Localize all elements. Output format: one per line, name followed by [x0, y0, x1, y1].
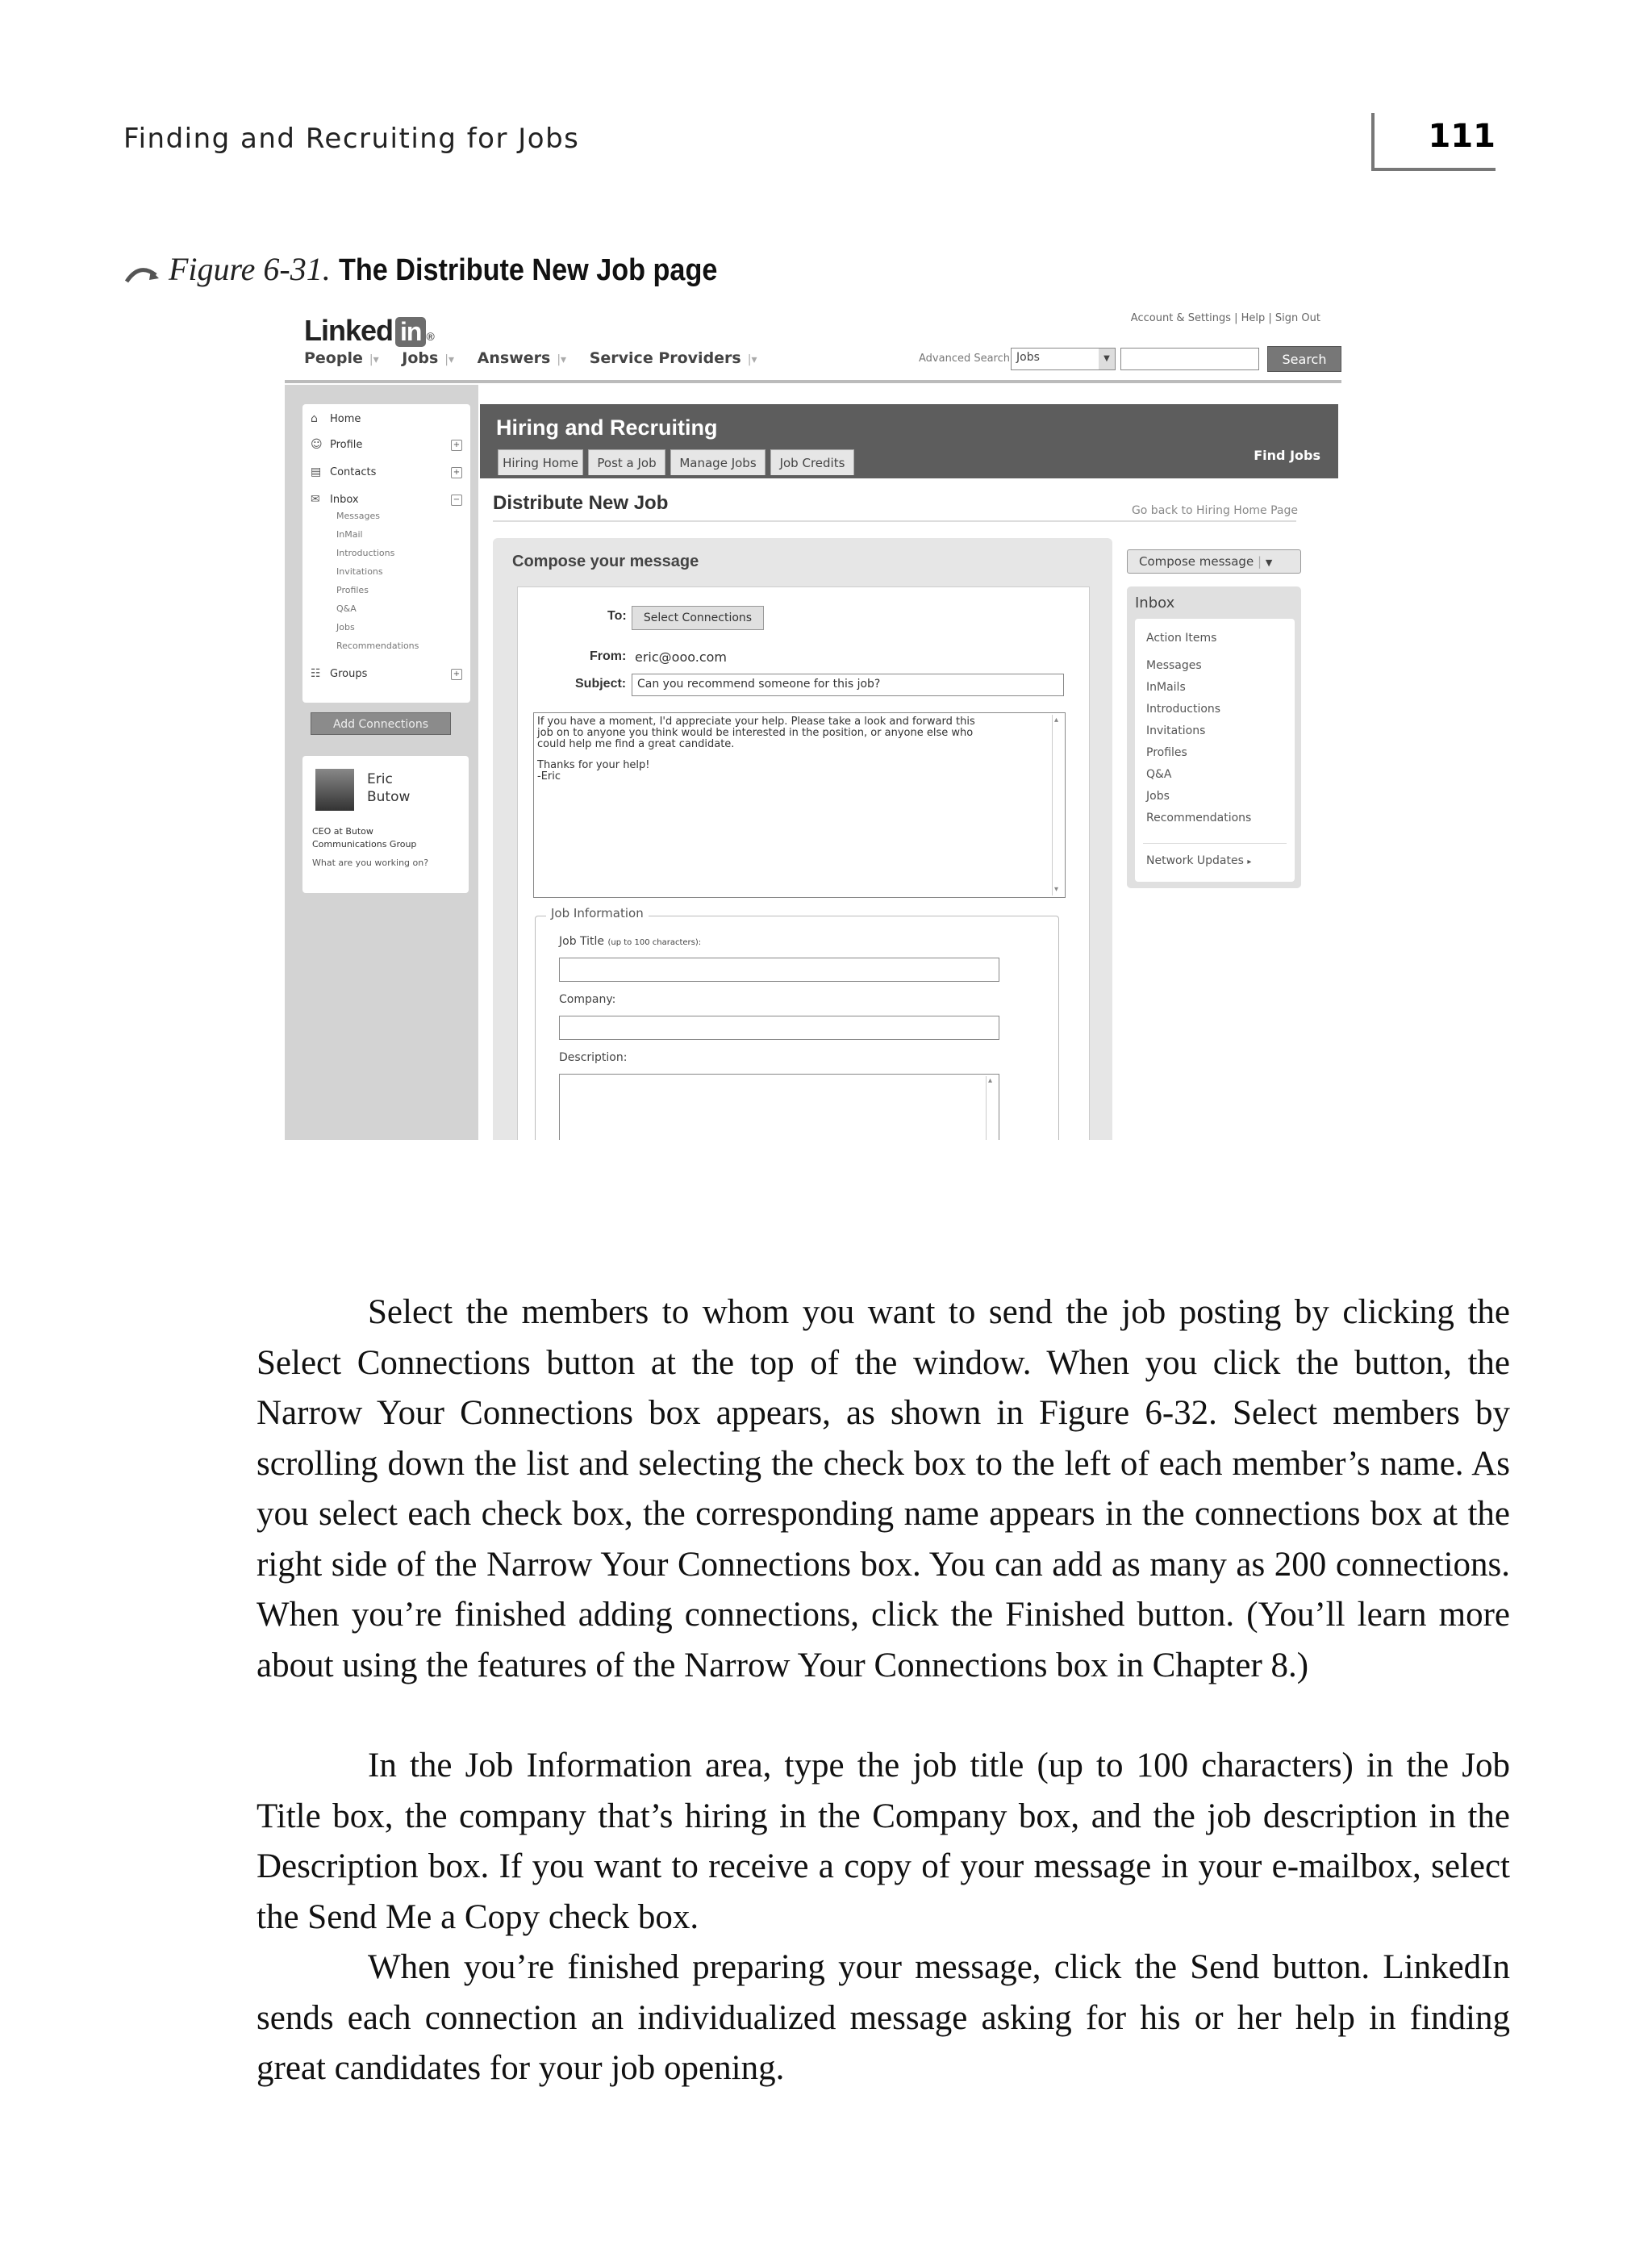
inbox-item[interactable]: Q&A — [1146, 768, 1172, 781]
tab-post-a-job[interactable]: Post a Job — [588, 449, 665, 475]
inbox-item[interactable]: Profiles — [1146, 746, 1187, 759]
sidebar-item-home[interactable]: ⌂ Home — [311, 412, 361, 425]
tab-manage-jobs[interactable]: Manage Jobs — [670, 449, 766, 475]
chevron-down-icon: ▼ — [1265, 557, 1273, 568]
body-paragraph: When you’re finished preparing your message, click the Send button. LinkedIn sends each connection an individualized message asking for his or her help in finding great candidates for your job opening. — [257, 1948, 1510, 2087]
subject-input[interactable]: Can you recommend someone for this job? — [632, 674, 1064, 696]
compose-heading: Compose your message — [512, 553, 699, 570]
nav-service-providers[interactable]: Service Providers |▾ — [589, 349, 757, 367]
status-prompt[interactable]: What are you working on? — [312, 858, 429, 868]
inbox-list — [1135, 619, 1295, 882]
inbox-heading: Inbox — [1135, 595, 1175, 612]
company-label: Company: — [559, 993, 616, 1006]
scrollbar[interactable] — [986, 1076, 997, 1140]
sidebar-item-groups[interactable]: ☷ Groups — [311, 667, 368, 680]
find-jobs-link[interactable]: Find Jobs — [1254, 448, 1320, 463]
description-textarea[interactable] — [559, 1074, 999, 1140]
inbox-item[interactable]: Jobs — [1146, 790, 1170, 803]
expand-icon[interactable]: + — [451, 440, 462, 451]
banner-title: Hiring and Recruiting — [496, 415, 718, 440]
sidebar-item-inbox[interactable]: ✉ Inbox — [311, 493, 359, 506]
profile-headline: CEO at Butow Communications Group — [312, 826, 417, 849]
figure-title: The Distribute New Job page — [338, 253, 718, 287]
add-connections-button[interactable]: Add Connections — [311, 712, 451, 735]
from-label: From: — [590, 649, 627, 663]
collapse-icon[interactable]: − — [451, 495, 462, 506]
page-number: 111 — [1428, 118, 1496, 155]
scrollbar[interactable] — [1052, 715, 1063, 895]
inbox-item[interactable]: Introductions — [1146, 703, 1221, 716]
sidebar-subitem[interactable]: Jobs — [336, 622, 355, 632]
chevron-right-icon: ▸ — [1247, 858, 1252, 866]
tab-job-credits[interactable]: Job Credits — [770, 449, 854, 475]
linkedin-logo[interactable]: Linked in ® — [304, 314, 434, 347]
job-title-label: Job Title (up to 100 characters): — [559, 935, 702, 948]
inbox-divider — [1143, 843, 1287, 844]
expand-icon[interactable]: + — [451, 669, 462, 680]
avatar[interactable] — [315, 769, 354, 811]
profile-icon: ☺ — [311, 438, 323, 451]
search-button[interactable]: Search — [1267, 346, 1341, 372]
search-input[interactable] — [1120, 348, 1259, 370]
subject-label: Subject: — [575, 677, 627, 691]
header-divider — [285, 380, 1341, 383]
nav-jobs[interactable]: Jobs |▾ — [402, 349, 455, 367]
nav-people[interactable]: People |▾ — [304, 349, 379, 367]
sidebar-subitem[interactable]: Profiles — [336, 585, 369, 595]
inbox-item[interactable]: Recommendations — [1146, 812, 1252, 824]
body-paragraph: In the Job Information area, type the job title (up to 100 characters) in the Job Title box, the company that’s hiring in the Company box, and the job description in the Description box. If you want to receive a copy of your message in your e-mailbox, select the Send Me a Copy check box. — [257, 1747, 1510, 1936]
select-connections-button[interactable]: Select Connections — [632, 606, 764, 630]
job-information-legend: Job Information — [546, 906, 649, 920]
to-label: To: — [607, 609, 627, 623]
search-scope-select[interactable]: Jobs ▼ — [1011, 348, 1116, 370]
description-label: Description: — [559, 1051, 628, 1064]
chevron-down-icon: ▼ — [1099, 349, 1115, 369]
body-paragraph: Select the members to whom you want to send the job posting by clicking the Select Connections button at the top of the window. When you click the button, the Narrow Your Connections box appears, as shown in Figure 6-32. Select members by scrolling down the list and selecting the check box to the left of each member’s name. As you select each check box, the corresponding name appears in the connections box at the right side of the Narrow Your Connections box. You can add as many as 200 connections. When you’re finished adding connections, click the Finished button. (You’ll learn more about using the features of the Narrow Your Connections box in Chapter 8.) — [257, 1293, 1510, 1684]
go-back-link[interactable]: Go back to Hiring Home Page — [1131, 504, 1298, 517]
sidebar-subitem[interactable]: Q&A — [336, 603, 357, 614]
sidebar-subitem[interactable]: InMail — [336, 529, 363, 540]
profile-name[interactable]: Eric Butow — [367, 771, 411, 805]
compose-message-button[interactable]: Compose message | ▼ — [1127, 549, 1301, 574]
figure-label: Figure 6-31. — [169, 251, 331, 287]
page-title: Distribute New Job — [493, 492, 669, 514]
sidebar-subitem[interactable]: Introductions — [336, 548, 395, 558]
sidebar-menu — [302, 404, 470, 703]
account-links[interactable]: Account & Settings | Help | Sign Out — [1130, 312, 1320, 324]
network-updates-link[interactable]: Network Updates ▸ — [1146, 854, 1252, 867]
inbox-item[interactable]: Action Items — [1146, 632, 1217, 645]
sidebar-subitem[interactable]: Invitations — [336, 566, 383, 577]
tab-hiring-home[interactable]: Hiring Home — [498, 449, 583, 475]
profile-card — [302, 756, 469, 893]
job-title-input[interactable] — [559, 958, 999, 982]
inbox-item[interactable]: Messages — [1146, 659, 1202, 672]
title-divider — [493, 520, 1296, 522]
sidebar-subitem[interactable]: Recommendations — [336, 641, 419, 651]
figure-caption — [123, 250, 759, 293]
page-number-box — [1371, 113, 1496, 171]
sidebar-item-contacts[interactable]: ▤ Contacts — [311, 465, 377, 478]
groups-icon: ☷ — [311, 667, 321, 680]
message-textarea[interactable]: If you have a moment, I'd appreciate your help. Please take a look and forward this job on to anyone you think would be interested in the position, or anyone else who could help me find a great candidate. Thanks for your help! -Eric ▴ ▾ — [533, 712, 1066, 898]
sidebar-subitem[interactable]: Messages — [336, 511, 380, 521]
nav-answers[interactable]: Answers |▾ — [477, 349, 567, 367]
inbox-item[interactable]: Invitations — [1146, 724, 1206, 737]
main-nav — [304, 349, 774, 367]
sidebar-item-profile[interactable]: ☺ Profile — [311, 438, 363, 451]
from-value: eric@ooo.com — [635, 649, 728, 665]
inbox-item[interactable]: InMails — [1146, 681, 1186, 694]
home-icon: ⌂ — [311, 412, 318, 425]
running-header: Finding and Recruiting for Jobs — [123, 123, 580, 155]
advanced-search-link[interactable]: Advanced Search — [919, 353, 1011, 365]
expand-icon[interactable]: + — [451, 467, 462, 478]
inbox-icon: ✉ — [311, 493, 320, 506]
contacts-icon: ▤ — [311, 465, 322, 478]
company-input[interactable] — [559, 1016, 999, 1040]
linkedin-screenshot — [285, 303, 1341, 1140]
curved-arrow-icon — [123, 258, 164, 293]
